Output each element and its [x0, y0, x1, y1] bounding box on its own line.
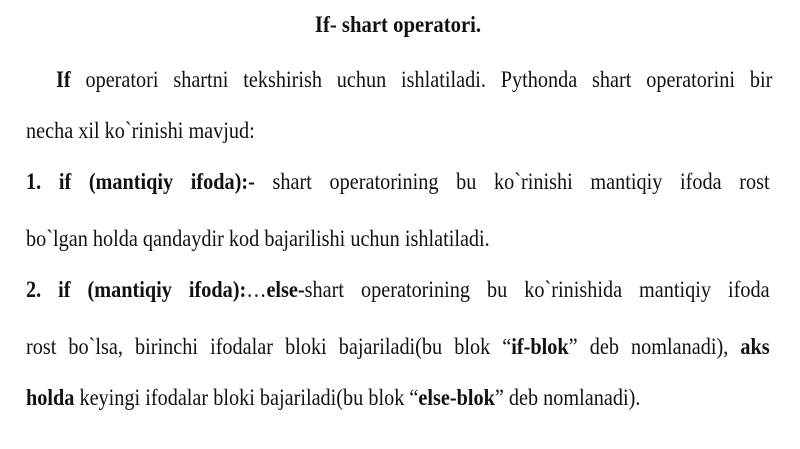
document-title: If- shart operatori.	[314, 12, 482, 37]
list-item-1-line-2	[26, 224, 770, 254]
paragraph-line-2	[26, 116, 770, 146]
list-item-text: ” deb nomlanadi).	[494, 385, 641, 410]
list-item-2-line-3	[26, 383, 770, 413]
paragraph-text: operatori shartni tekshirish uchun ishlatiladi. Pythonda shart operatorini bir	[70, 67, 773, 92]
list-item-text: bo`lgan holda qandaydir kod bajarilishi uchun ishlatiladi.	[26, 226, 490, 251]
keyword-aks: aks	[740, 334, 770, 359]
list-item-text: rost bo`lsa, birinchi ifodalar bloki bajariladi(bu blok “	[26, 334, 512, 359]
list-item-text: shart operatorining bu ko`rinishida mantiqiy ifoda	[304, 277, 770, 302]
list-item-1-heading: 1. if (mantiqiy ifoda):-	[26, 169, 255, 194]
list-item-2-line-2	[26, 332, 770, 362]
keyword-if-blok: if-blok	[511, 334, 569, 359]
paragraph-text: necha xil ko`rinishi mavjud:	[26, 118, 255, 143]
list-item-2-line-1	[26, 275, 770, 305]
list-item-text: shart operatorining bu ko`rinishi mantiqiy ifoda rost	[254, 169, 770, 194]
list-item-text: ” deb nomlanadi),	[568, 334, 741, 359]
keyword-holda: holda	[26, 385, 75, 410]
paragraph-line-1	[56, 65, 772, 95]
keyword-if: If	[56, 67, 71, 92]
document-page	[26, 0, 773, 449]
keyword-else-blok: else-blok	[418, 385, 495, 410]
keyword-else: else-	[266, 277, 305, 302]
list-item-text: keyingi ifodalar bloki bajariladi(bu blok “	[74, 385, 419, 410]
list-item-1-line-1	[26, 167, 770, 197]
ellipsis-text: …	[246, 277, 267, 302]
list-item-2-heading: 2. if (mantiqiy ifoda):	[26, 277, 247, 302]
